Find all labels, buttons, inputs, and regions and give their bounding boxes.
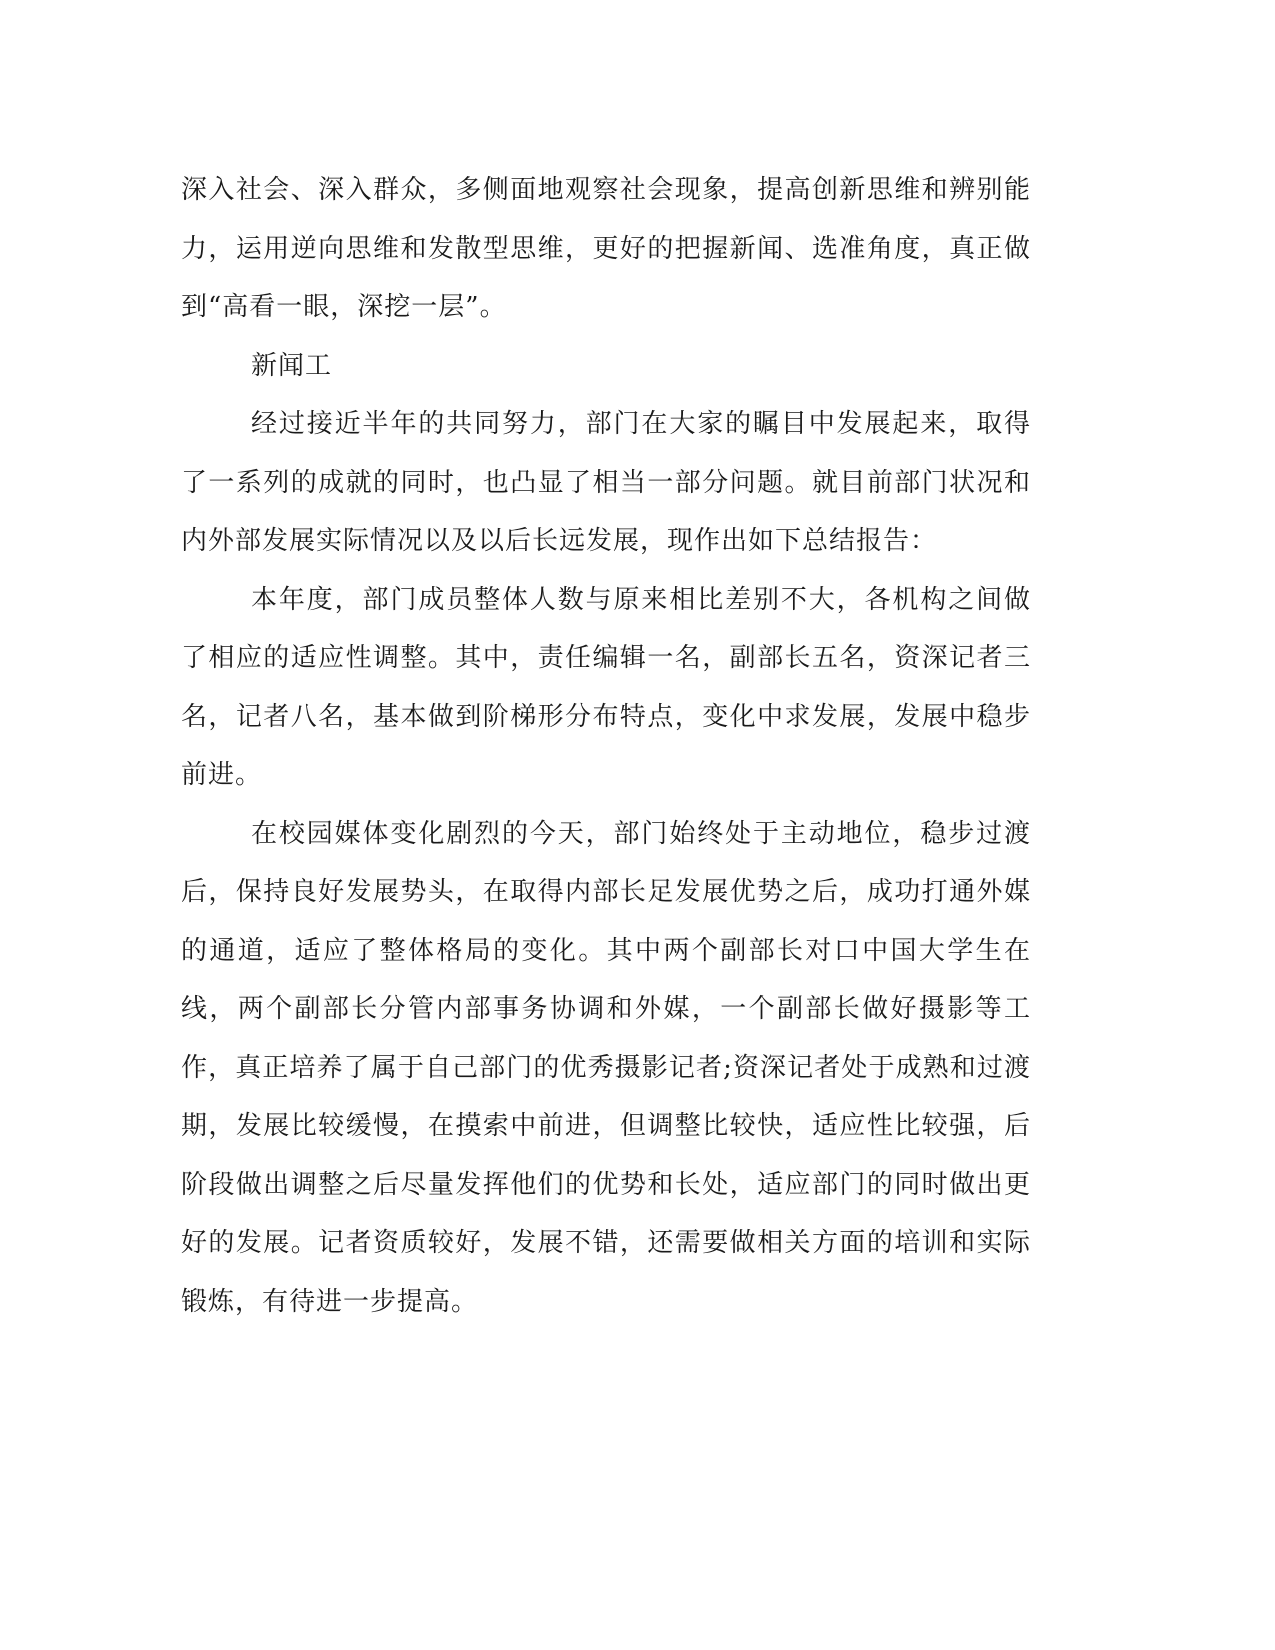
document-body xyxy=(181,161,1031,1331)
paragraph-continued: 深入社会、深入群众，多侧面地观察社会现象，提高创新思维和辨别能力，运用逆向思维和发散型思维，更好的把握新闻、选准角度，真正做到“高看一眼，深挖一层”。 xyxy=(181,175,1031,322)
paragraph-development: 在校园媒体变化剧烈的今天，部门始终处于主动地位，稳步过渡后，保持良好发展势头，在取得内部长足发展优势之后，成功打通外媒的通道，适应了整体格局的变化。其中两个副部长对口中国大学生在线，两个副部长分管内部事务协调和外媒，一个副部长做好摄影等工作，真正培养了属于自己部门的优秀摄影记者;资深记者处于成熟和过渡期，发展比较缓慢，在摸索中前进，但调整比较快，适应性比较强，后阶段做出调整之后尽量发挥他们的优势和长处，适应部门的同时做出更好的发展。记者资质较好，发展不错，还需要做相关方面的培训和实际锻炼，有待进一步提高。 xyxy=(181,818,1031,1317)
paragraph-summary-intro: 经过接近半年的共同努力，部门在大家的瞩目中发展起来，取得了一系列的成就的同时，也凸显了相当一部分问题。就目前部门状况和内外部发展实际情况以及以后长远发展，现作出如下总结报告： xyxy=(181,409,1031,556)
paragraph-staffing: 本年度，部门成员整体人数与原来相比差别不大，各机构之间做了相应的适应性调整。其中，责任编辑一名，副部长五名，资深记者三名，记者八名，基本做到阶梯形分布特点，变化中求发展，发展中稳步前进。 xyxy=(181,584,1031,790)
paragraph-heading-fragment: 新闻工 xyxy=(251,350,333,381)
